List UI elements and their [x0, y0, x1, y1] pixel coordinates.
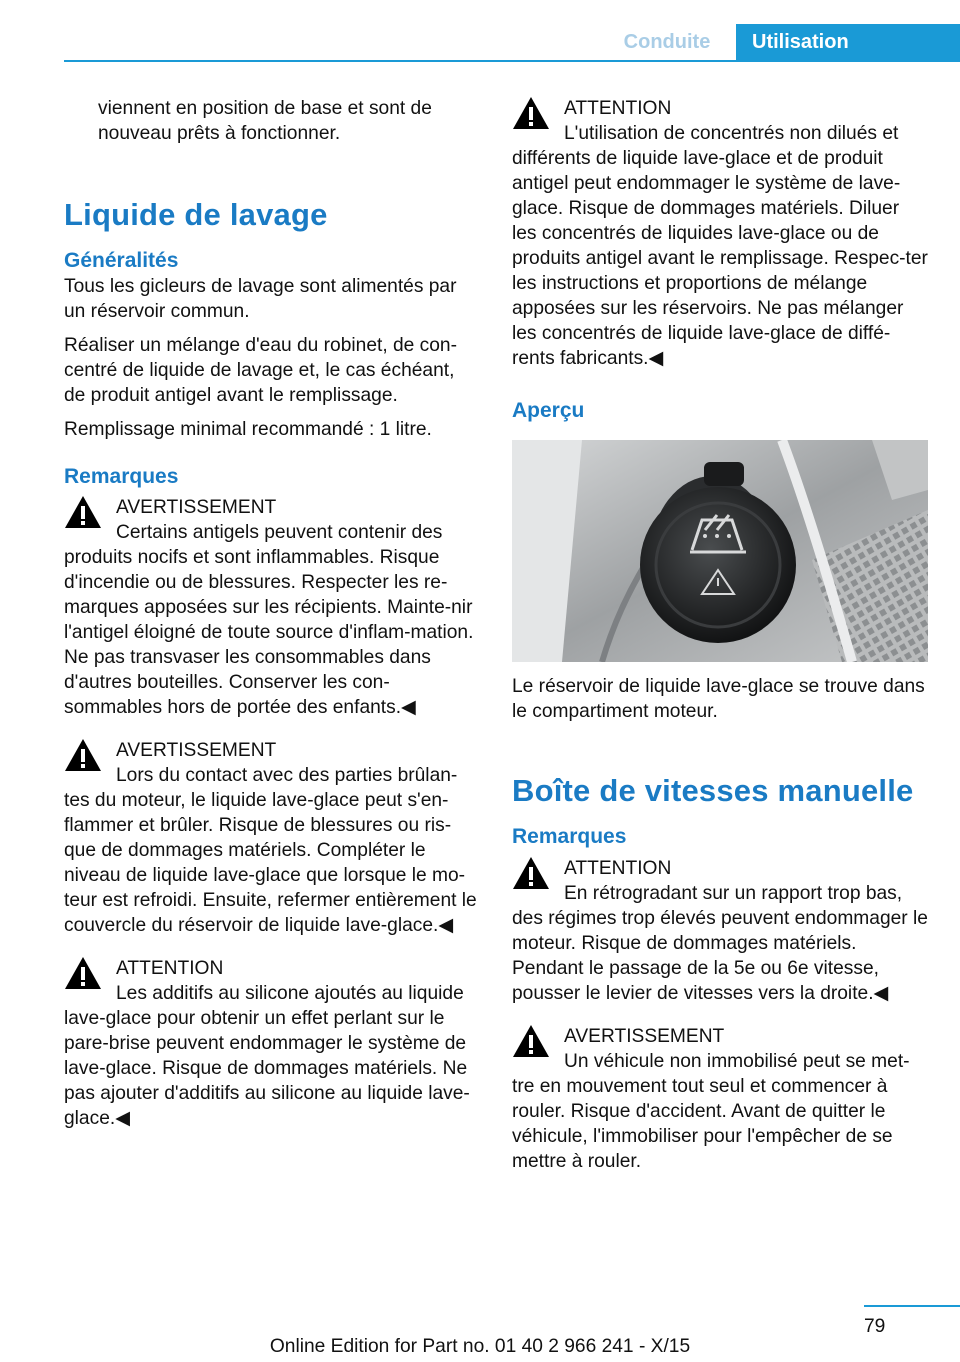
paragraph-melange: Réaliser un mélange d'eau du robinet, de con-centré de liquide de lavage et, le cas échéant, de produit antigel avant le remplissage.: [64, 335, 457, 406]
subheading-remarques-2: Remarques: [512, 825, 627, 848]
warning-block-4: [512, 96, 928, 371]
warning-triangle-icon: [64, 956, 102, 990]
warning-triangle-icon: [512, 1024, 550, 1058]
paragraph-remplissage: Remplissage minimal recommandé : 1 litre.: [64, 419, 432, 440]
warning-title: ATTENTION: [564, 858, 672, 879]
warning-triangle-icon: [512, 856, 550, 890]
warning-body: Un véhicule non immobilisé peut se met-tre en mouvement tout seul et commencer à rouler. Risque d'accident. Avant de quitter le véhicule, l'immobiliser pour l'empêcher de se mettre à rouler.: [512, 1051, 910, 1172]
warning-body: Lors du contact avec des parties brûlan-tes du moteur, le liquide lave-glace peut s'en-flammer et brûler. Risque de blessures ou ris-que de dommages matériels. Compléter le niveau de liquide lave-glace que lorsque le mo-teur est refroidi. Ensuite, refermer entièrement le couvercle du réservoir de liquide lave-glace.◀: [64, 765, 477, 936]
footer-rule: [864, 1305, 960, 1307]
warning-title: AVERTISSEMENT: [116, 740, 277, 761]
warning-triangle-icon: [64, 738, 102, 772]
warning-block-5: [512, 856, 928, 1006]
reservoir-cap-photo: [512, 440, 928, 662]
warning-body: En rétrogradant sur un rapport trop bas, des régimes trop élevés peuvent endommager le moteur. Risque de dommages matériels. Pendant le passage de la 5e ou 6e vitesse, pousser le levier de vitesses vers la droite.◀: [512, 883, 928, 1004]
warning-block-1: [64, 495, 480, 720]
warning-triangle-icon: [64, 495, 102, 529]
left-column: [64, 96, 480, 1131]
warning-body: Certains antigels peuvent contenir des produits nocifs et sont inflammables. Risque d'incendie ou de blessures. Respecter les re-marques apposées sur les récipients. Mainte-nir l'antigel éloigné de toute source d'inflam-mation. Ne pas transvaser les consommables dans d'autres bouteilles. Conserver les con-sommables hors de portée des enfants.◀: [64, 522, 474, 718]
right-column: [512, 96, 928, 1174]
intro-line-2: nouveau prêts à fonctionner.: [98, 123, 341, 144]
warning-title: ATTENTION: [564, 98, 672, 119]
warning-title: ATTENTION: [116, 958, 224, 979]
warning-block-3: [64, 956, 480, 1131]
section-title-liquide: Liquide de lavage: [64, 197, 328, 232]
warning-block-2: [64, 738, 480, 938]
subheading-apercu: Aperçu: [512, 399, 585, 422]
tab-conduite[interactable]: Conduite: [623, 31, 711, 53]
photo-caption: Le réservoir de liquide lave-glace se trouve dans le compartiment moteur.: [512, 676, 925, 722]
subheading-remarques: Remarques: [64, 465, 179, 488]
paragraph-gicleurs: Tous les gicleurs de lavage sont alimentés par un réservoir commun.: [64, 276, 457, 322]
warning-title: AVERTISSEMENT: [564, 1026, 725, 1047]
tab-utilisation[interactable]: Utilisation: [736, 24, 960, 61]
subheading-generalites: Généralités: [64, 249, 179, 272]
intro-line-1: viennent en position de base et sont de: [98, 98, 432, 119]
warning-body: Les additifs au silicone ajoutés au liquide lave-glace pour obtenir un effet perlant sur le pare-brise peuvent endommager le système de lave-glace. Risque de dommages matériels. Ne pas ajouter d'additifs au silicone au liquide lave-glace.◀: [64, 983, 470, 1129]
warning-title: AVERTISSEMENT: [116, 497, 277, 518]
warning-triangle-icon: [512, 96, 550, 130]
warning-block-6: [512, 1024, 928, 1174]
warning-body: L'utilisation de concentrés non dilués et différents de liquide lave-glace et de produit antigel peut endommager le système de lave-glace. Risque de dommages matériels. Diluer les concentrés de liquides lave-glace ou de produits antigel avant le remplissage. Respec-ter les instructions et proportions de mélange apposées sur les réservoirs. Ne pas mélanger les concentrés de liquide lave-glace de diffé-rents fabricants.◀: [512, 123, 928, 369]
page-number: 79: [864, 1316, 886, 1337]
section-title-boite: Boîte de vitesses manuelle: [512, 773, 914, 808]
footer-edition: Online Edition for Part no. 01 40 2 966 241 - X/15: [269, 1336, 691, 1357]
